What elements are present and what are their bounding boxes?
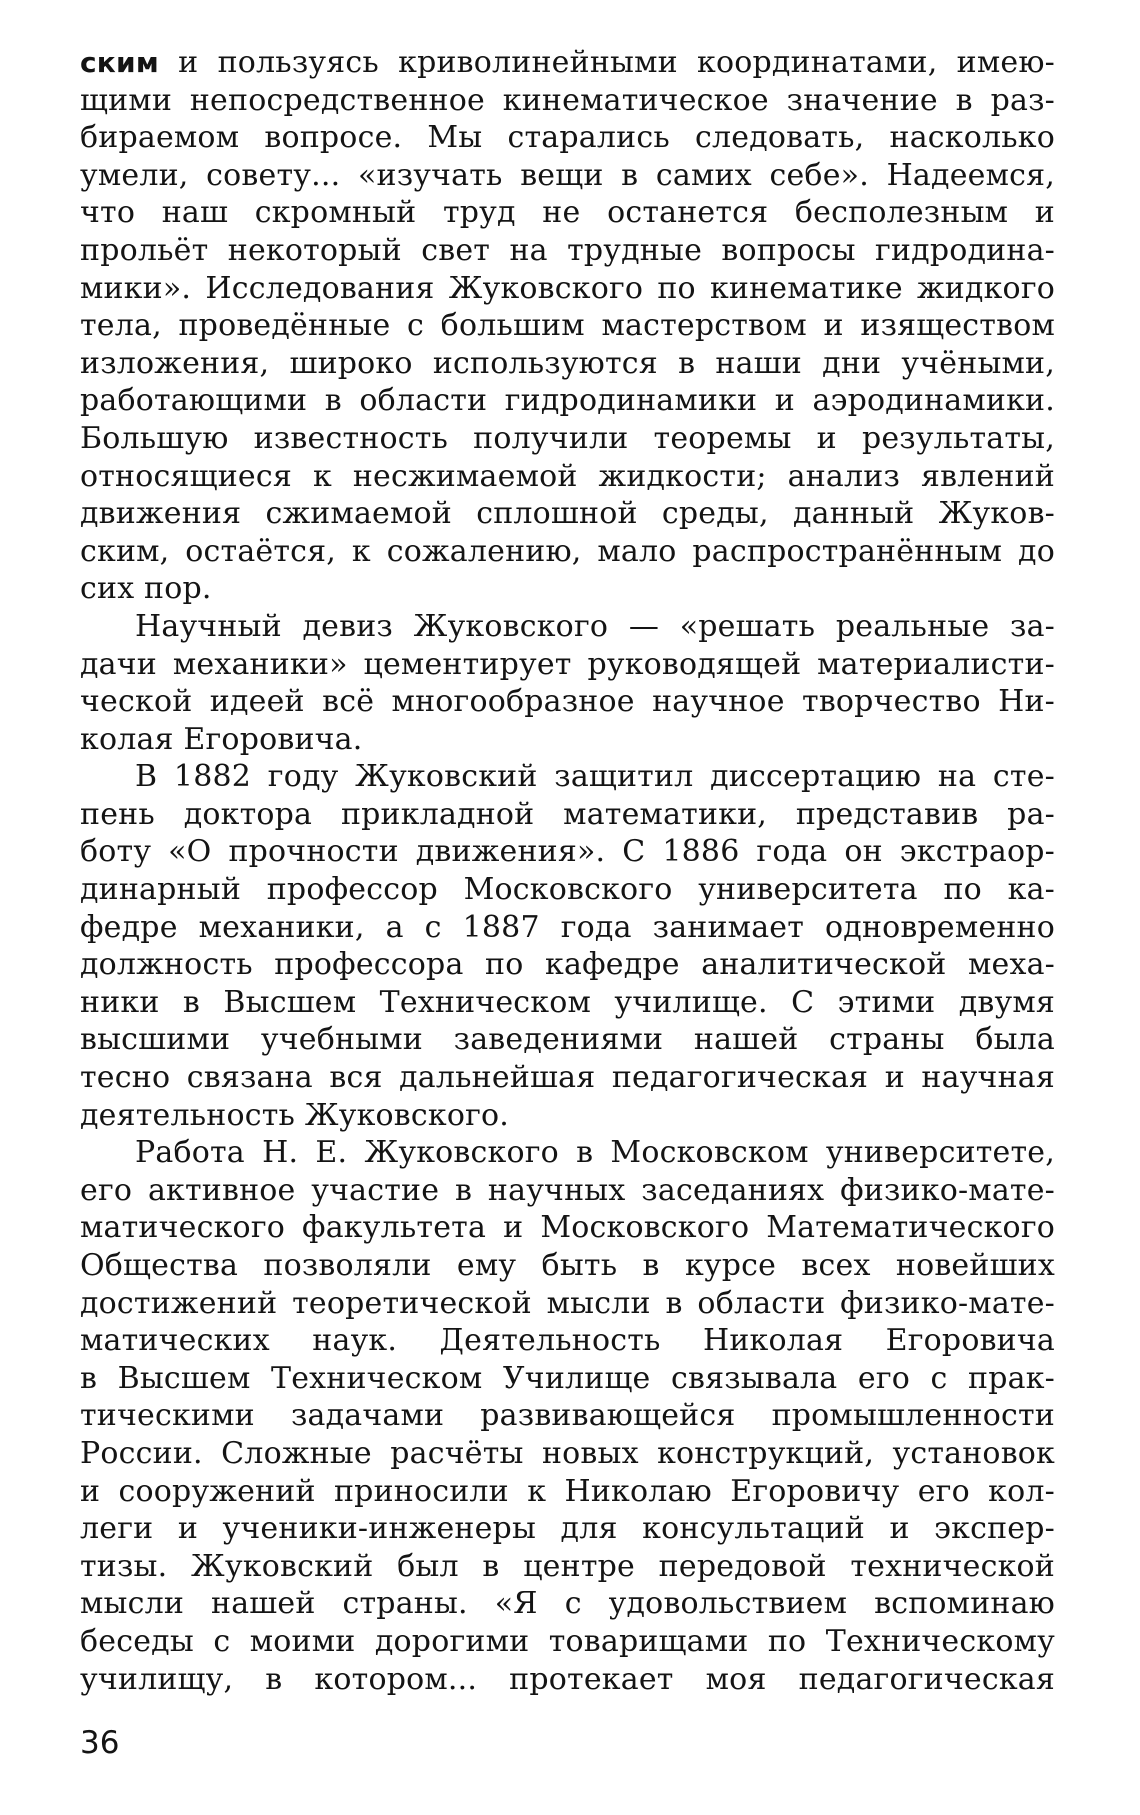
- text-line: тическими задачами развивающейся промышленности: [80, 1398, 1055, 1434]
- text-line: Большую известность получили теоремы и результаты,: [80, 420, 1055, 456]
- text-line: училищу, в котором... протекает моя педагогическая: [80, 1661, 1055, 1697]
- text-line: тизы. Жуковский был в центре передовой технической: [80, 1548, 1055, 1584]
- text-line: мики». Исследования Жуковского по кинематике жидкого: [80, 270, 1055, 306]
- text-line: колая Егоровича.: [80, 721, 363, 757]
- text-line: сих пор.: [80, 571, 212, 607]
- text-line: Научный девиз Жуковского — «решать реальные за-: [135, 608, 1055, 644]
- text-line: пень доктора прикладной математики, представив ра-: [80, 796, 1055, 832]
- page-number: 36: [80, 1725, 120, 1761]
- text-line: тела, проведённые с большим мастерством и изяществом: [80, 308, 1055, 344]
- text-line: в Высшем Техническом Училище связывала его с прак-: [80, 1360, 1055, 1396]
- text-line: Работа Н. Е. Жуковского в Московском университете,: [135, 1135, 1055, 1171]
- text-line: ники в Высшем Техническом училище. С этими двумя: [80, 984, 1055, 1020]
- page-text: [80, 44, 1055, 1698]
- text-line: матического факультета и Московского Математического: [80, 1210, 1055, 1246]
- text-line: умели, совету... «изучать вещи в самих себе». Надеемся,: [80, 157, 1055, 193]
- text-line: [80, 44, 1055, 82]
- text-line: должность профессора по кафедре аналитической меха-: [80, 947, 1055, 983]
- lead-word: ским: [80, 46, 159, 79]
- text-line: Общества позволяли ему быть в курсе всех новейших: [80, 1248, 1055, 1283]
- text-line: что наш скромный труд не останется бесполезным и: [80, 195, 1055, 231]
- text-line-rest: и пользуясь криволинейными координатами, имею-: [158, 45, 1055, 80]
- text-line: бираемом вопросе. Мы старались следовать, насколько: [80, 120, 1055, 156]
- text-line: мысли нашей страны. «Я с удовольствием вспоминаю: [80, 1586, 1055, 1622]
- text-line: щими непосредственное кинематическое значение в раз-: [80, 82, 1055, 118]
- text-line: матических наук. Деятельность Николая Егоровича: [80, 1323, 1055, 1359]
- text-line: беседы с моими дорогими товарищами по Техническому: [80, 1623, 1055, 1659]
- text-line: дачи механики» цементирует руководящей материалисти-: [80, 646, 1055, 682]
- text-line: относящиеся к несжимаемой жидкости; анализ явлений: [80, 458, 1055, 494]
- text-line: ческой идеей всё многообразное научное творчество Ни-: [80, 684, 1055, 720]
- text-line: изложения, широко используются в наши дни учёными,: [80, 345, 1055, 381]
- text-line: В 1882 году Жуковский защитил диссертацию на сте-: [135, 759, 1055, 795]
- text-line: тесно связана вся дальнейшая педагогическая и научная: [80, 1060, 1055, 1096]
- text-line: федре механики, а с 1887 года занимает одновременно: [80, 909, 1055, 945]
- text-line: деятельность Жуковского.: [80, 1097, 510, 1133]
- text-line: леги и ученики-инженеры для консультаций и экспер-: [80, 1511, 1055, 1547]
- text-line: высшими учебными заведениями нашей страны была: [80, 1022, 1055, 1058]
- text-line: достижений теоретической мысли в области физико-мате-: [80, 1285, 1055, 1321]
- text-line: работающими в области гидродинамики и аэродинамики.: [80, 383, 1055, 419]
- text-line: движения сжимаемой сплошной среды, данный Жуков-: [80, 496, 1055, 532]
- text-line: ским, остаётся, к сожалению, мало распространённым до: [80, 533, 1055, 569]
- text-line: и сооружений приносили к Николаю Егоровичу его кол-: [80, 1473, 1055, 1509]
- text-line: России. Сложные расчёты новых конструкций, установок: [80, 1435, 1055, 1471]
- text-line: его активное участие в научных заседаниях физико-мате-: [80, 1172, 1055, 1208]
- text-line: прольёт некоторый свет на трудные вопросы гидродина-: [80, 232, 1055, 268]
- text-line: динарный профессор Московского университета по ка-: [80, 872, 1055, 908]
- text-line: боту «О прочности движения». С 1886 года он экстраор-: [80, 834, 1055, 870]
